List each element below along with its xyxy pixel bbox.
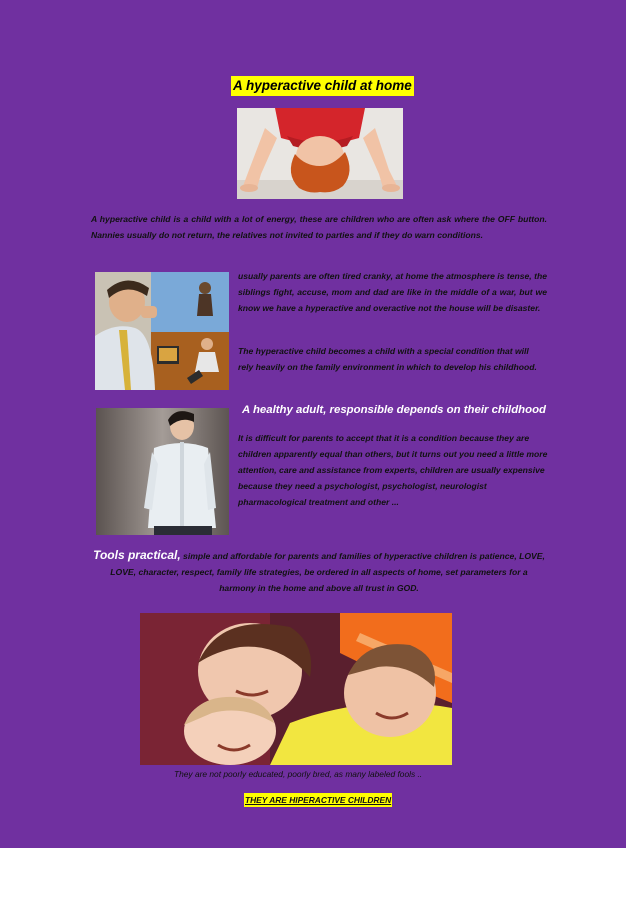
caption: They are not poorly educated, poorly bred, as many labeled fools .. <box>174 769 423 779</box>
tools-lead: Tools practical, <box>93 548 181 562</box>
atmosphere-paragraph: usually parents are often tired cranky, at home the atmosphere is tense, the siblings fight, accuse, mom and dad are like in the middle of a war, but we know we have a hyperactive and overactive not the house will be disaster. <box>238 271 547 313</box>
photo-smiling-children <box>140 613 452 765</box>
difficult-paragraph: It is difficult for parents to accept that it is a condition because they are children apparently equal than others, but it turns out you need a little more attention, care and assistance from experts, children are usually expensive because they need a psychologist, psychologist, neurologist pharmacological treatment and other ... <box>238 433 548 507</box>
page-title: A hyperactive child at home <box>231 76 414 96</box>
tools-paragraph <box>93 547 545 596</box>
photo-upside-down-child <box>237 108 403 199</box>
healthy-adult-heading: A healthy adult, responsible depends on their childhood <box>242 404 546 416</box>
special-condition-paragraph: The hyperactive child becomes a child with a special condition that will rely heavily on the family environment in which to develop his childhood. <box>238 346 537 372</box>
photo-young-man <box>96 408 229 535</box>
photo-tired-parent <box>95 272 229 390</box>
closing-statement: THEY ARE HIPERACTIVE CHILDREN <box>245 795 392 805</box>
tools-text: simple and affordable for parents and families of hyperactive children is patience, LOVE, LOVE, character, respect, family life strategies, be ordered in all aspects of home, set parameters for a harmony in the home and above all trust in GOD. <box>110 551 545 593</box>
intro-paragraph: A hyperactive child is a child with a lot of energy, these are children who are often ask where the OFF button. Nannies usually do not return, the relatives not invited to parties and if they do warn conditions. <box>91 214 547 240</box>
